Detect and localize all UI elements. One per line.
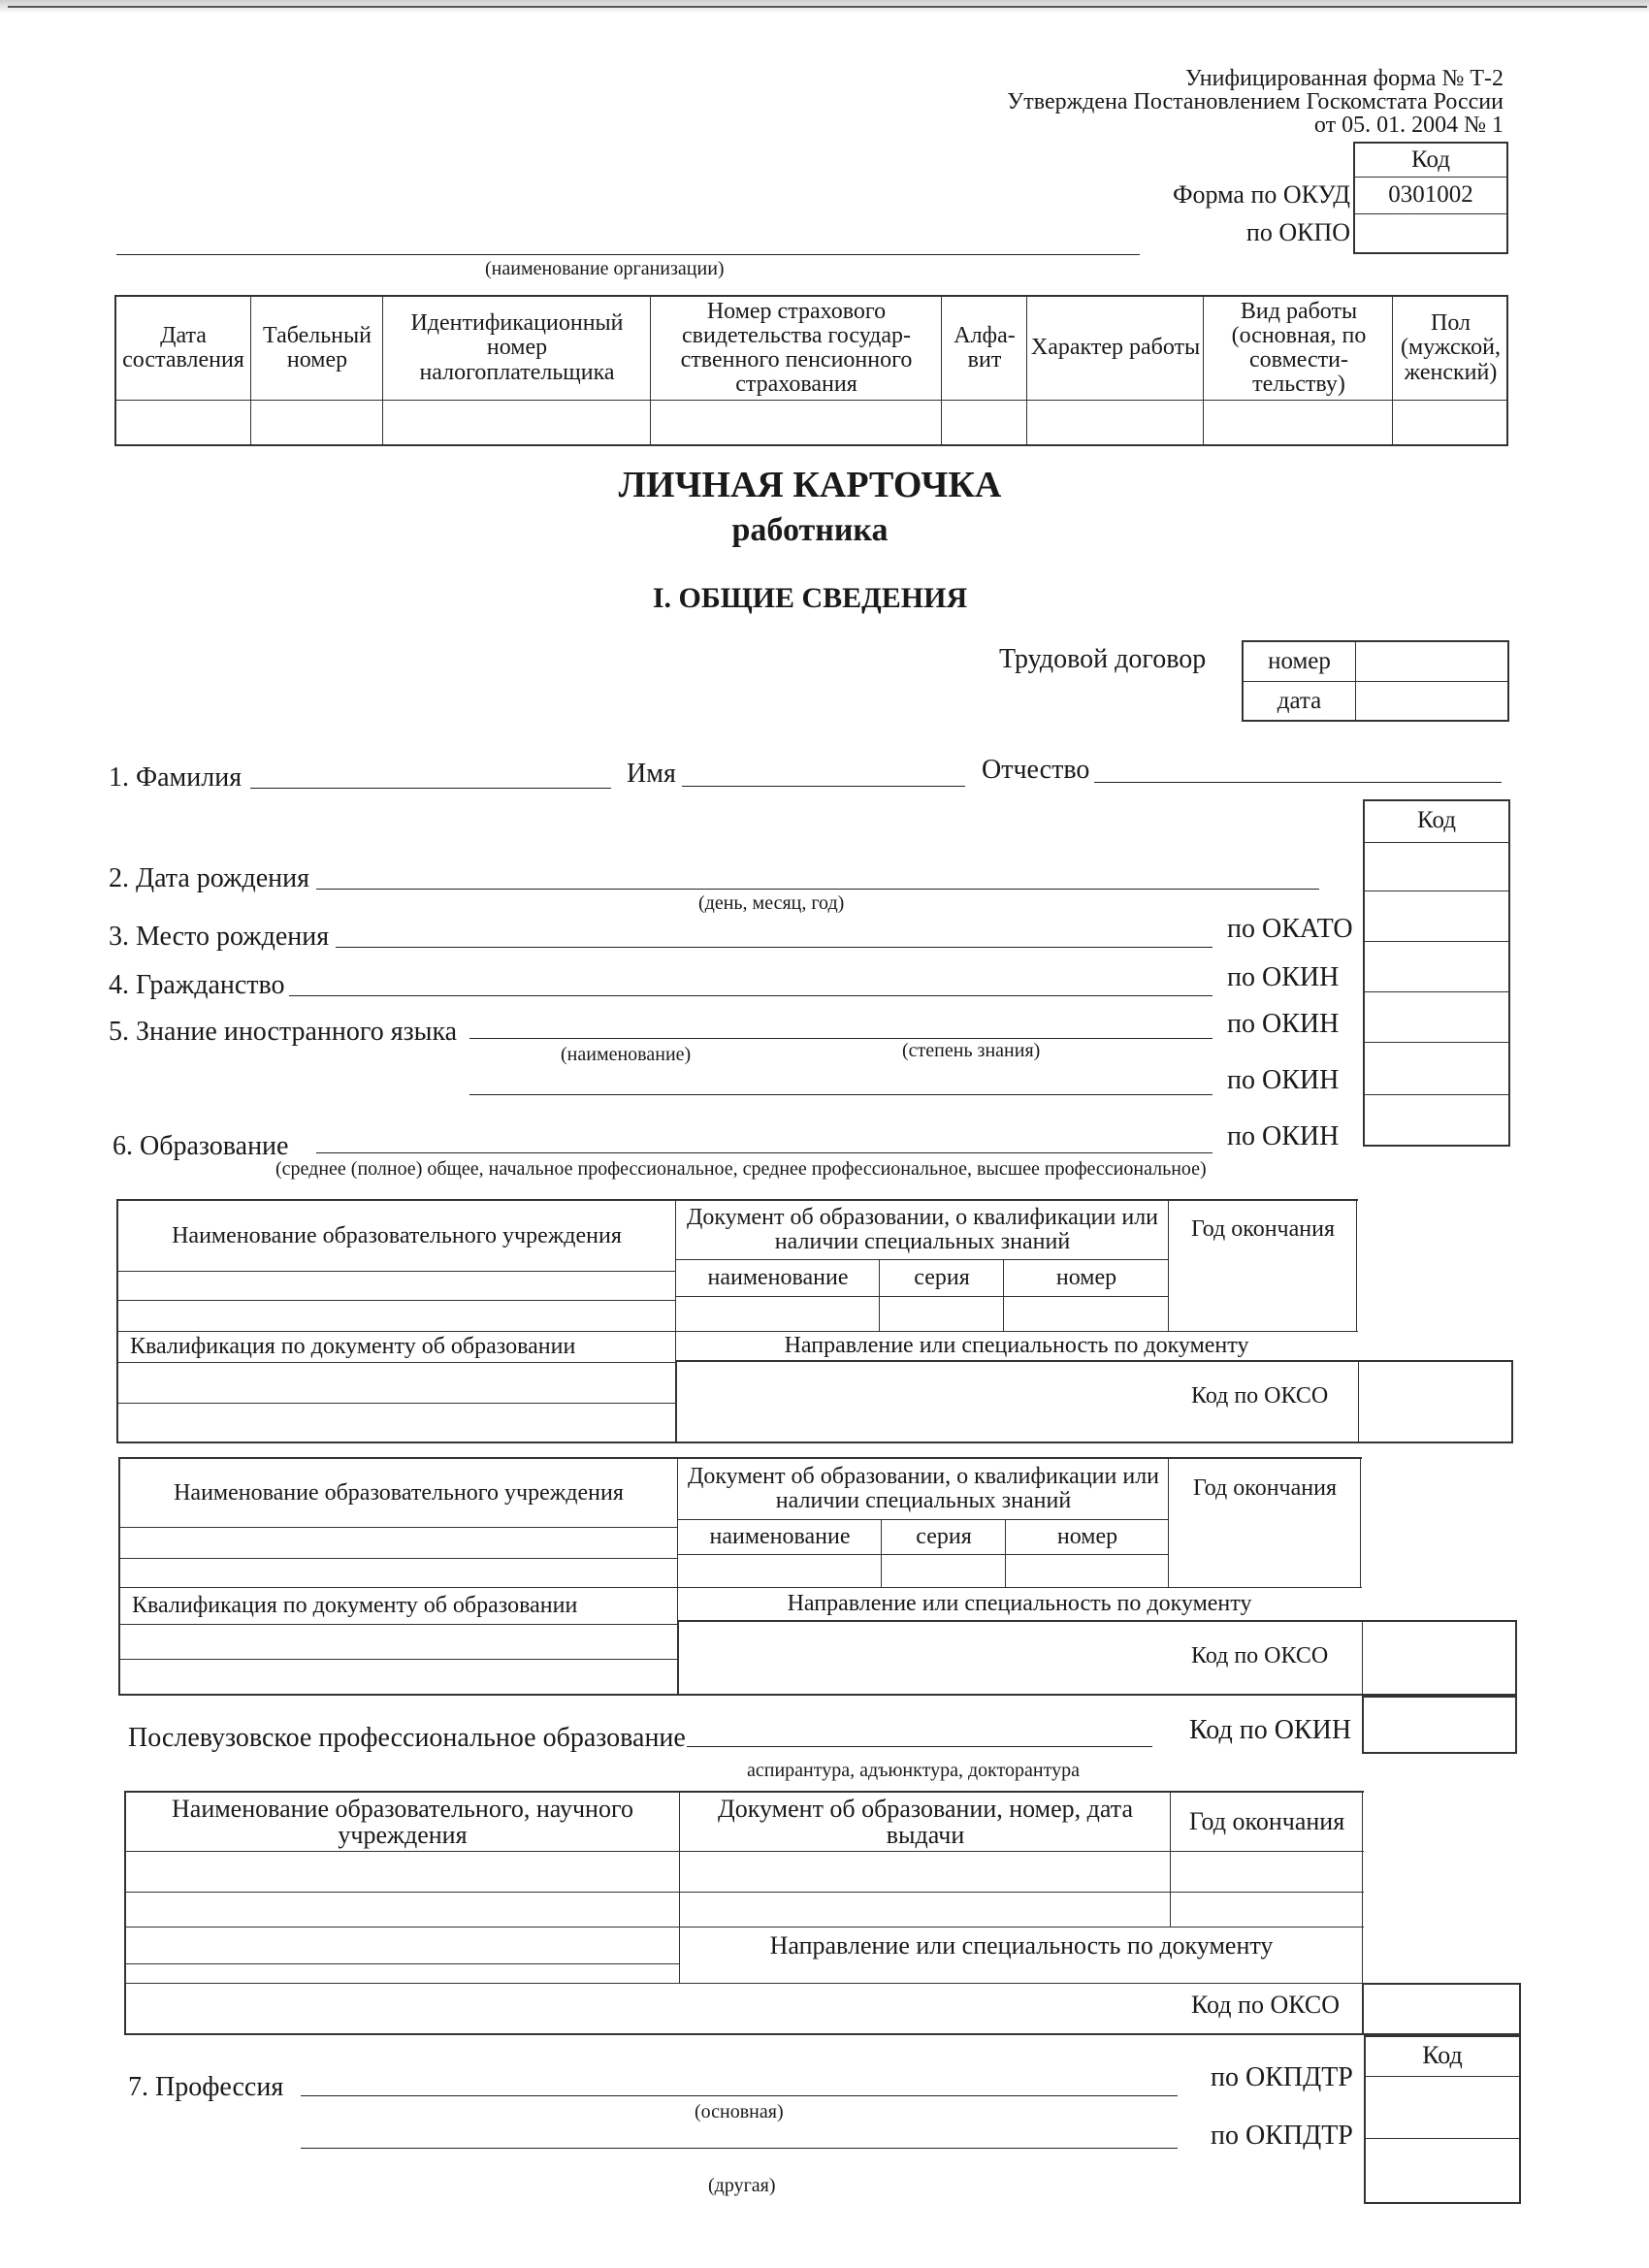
edu1-okso-input[interactable]: [1360, 1362, 1511, 1442]
patronymic-label: Отчество: [982, 755, 1090, 785]
th-date: Дата составления: [122, 322, 244, 373]
code-column-header: Код: [1417, 806, 1456, 833]
edu2-qualification-header: Квалификация по документу об образовании: [132, 1593, 578, 1619]
birth-date-label: 2. Дата рождения: [109, 863, 309, 893]
page-title: ЛИЧНАЯ КАРТОЧКА: [618, 465, 1002, 505]
top-table-row-divider: [114, 400, 1508, 401]
contract-col-divider: [1355, 640, 1356, 722]
postgrad-year-input[interactable]: [1172, 1853, 1362, 1927]
code-okato[interactable]: [1365, 892, 1508, 939]
edu2-institution-input-2[interactable]: [120, 1560, 677, 1587]
postgrad-institution-header: Наименование образовательного, научного учреждения: [172, 1794, 633, 1849]
edu1-okso-divider: [1358, 1360, 1359, 1443]
okpo-label: по ОКПО: [1245, 218, 1350, 246]
profession-other-input[interactable]: [301, 2148, 1178, 2149]
edu2-left-row-1: [118, 1527, 677, 1528]
postgrad-input[interactable]: [687, 1746, 1152, 1747]
edu2-doc-row: [677, 1554, 1168, 1555]
edu1-year-input[interactable]: [1170, 1261, 1356, 1331]
edu2-qualification-input[interactable]: [120, 1626, 677, 1659]
edu2-institution-header: Наименование образовательного учреждения: [174, 1480, 624, 1507]
code-div-5: [1363, 1042, 1510, 1043]
edu2-doc-subhead: [677, 1519, 1168, 1520]
postgrad-document-input[interactable]: [681, 1853, 1170, 1927]
edu1-qualification-header: Квалификация по документу об образовании: [130, 1334, 576, 1360]
okpdtr-main-label: по ОКПДТР: [1211, 2062, 1353, 2092]
profession-code-div-1: [1364, 2076, 1521, 2077]
th-work-nature: Характер работы: [1030, 335, 1201, 361]
edu1-doc-number-input[interactable]: [1005, 1298, 1168, 1331]
edu2-right-border-top: [1360, 1457, 1361, 1587]
edu1-institution-header: Наименование образовательного учреждения: [172, 1223, 622, 1249]
postgrad-label: Послевузовское профессиональное образование: [128, 1723, 686, 1753]
language-level-caption: (степень знания): [902, 1040, 1041, 1061]
postgrad-col-div-main: [679, 1791, 680, 1983]
edu1-qual-row-2: [116, 1403, 675, 1404]
code-div-1: [1363, 842, 1510, 843]
profession-other-caption: (другая): [708, 2175, 776, 2196]
postgrad-year-header: Год окончания: [1188, 1807, 1345, 1836]
edu1-doc-number-header: номер: [1055, 1265, 1117, 1291]
edu2-direction-input[interactable]: [679, 1622, 1360, 1694]
cell-work-nature[interactable]: [1028, 402, 1203, 444]
edu1-okso-label: Код по ОКСО: [1191, 1383, 1329, 1409]
code-div-6: [1363, 1094, 1510, 1095]
edu1-doc-div-1: [879, 1259, 880, 1331]
cell-tab-number[interactable]: [252, 402, 382, 444]
postgrad-okso-label: Код по ОКСО: [1191, 1991, 1341, 2019]
edu2-col-div-main: [677, 1457, 678, 1696]
postgrad-direction-header: Направление или специальность по документу: [769, 1931, 1274, 1960]
edu1-left-row-1: [116, 1271, 675, 1272]
top-col-div-1: [250, 295, 251, 446]
edu1-document-header: Документ об образовании, о квалификации или наличии специальных знаний: [686, 1204, 1159, 1254]
th-work-type: Вид работы (основная, по совмести-тельству): [1231, 298, 1367, 398]
contract-label: Трудовой договор: [999, 644, 1207, 674]
edu1-doc-div-2: [1003, 1259, 1004, 1331]
cell-date[interactable]: [116, 402, 250, 444]
postgrad-caption: аспирантура, адъюнктура, докторантура: [747, 1760, 1080, 1781]
edu1-doc-series-header: серия: [914, 1265, 970, 1291]
language-input[interactable]: [469, 1038, 1212, 1039]
okud-label: Форма по ОКУД: [1173, 180, 1350, 209]
edu1-col-div-year: [1168, 1199, 1169, 1331]
edu2-left-row-2: [118, 1558, 677, 1559]
edu2-institution-input-1[interactable]: [120, 1529, 677, 1558]
edu2-year-input[interactable]: [1170, 1521, 1360, 1587]
top-col-div-6: [1203, 295, 1204, 446]
okud-value[interactable]: 0301002: [1388, 181, 1473, 209]
birth-date-input[interactable]: [316, 889, 1319, 890]
edu2-year-header: Год окончания: [1192, 1475, 1338, 1502]
birth-date-caption: (день, месяц, год): [698, 892, 845, 914]
okin-education-label: по ОКИН: [1227, 1121, 1340, 1151]
top-col-div-2: [382, 295, 383, 446]
name-label: Имя: [627, 759, 676, 789]
edu2-qual-row-1: [118, 1624, 677, 1625]
contract-date-input[interactable]: [1357, 683, 1507, 720]
okpdtr-other-label: по ОКПДТР: [1211, 2121, 1353, 2151]
postgrad-row-5: [124, 1983, 1364, 1984]
edu1-right-border-top: [1356, 1199, 1357, 1331]
edu1-year-header: Год окончания: [1190, 1216, 1336, 1243]
edu1-institution-input-1[interactable]: [118, 1273, 675, 1300]
postgrad-col-div-year: [1170, 1791, 1171, 1927]
th-snils: Номер страхового свидетельства государ-ственного пенсионного страхования: [680, 298, 913, 398]
form-approved: Утверждена Постановлением Госкомстата России: [1007, 89, 1504, 114]
edu1-doc-subhead: [675, 1259, 1168, 1260]
th-tab-number: Табельный номер: [263, 322, 372, 373]
code-div-3: [1363, 941, 1510, 942]
education-input[interactable]: [316, 1152, 1212, 1153]
name-input[interactable]: [682, 786, 965, 787]
edu1-qualification-input[interactable]: [118, 1364, 675, 1403]
profession-code-header: Код: [1422, 2041, 1463, 2070]
edu1-direction-input[interactable]: [677, 1364, 1356, 1442]
edu2-doc-number-input[interactable]: [1007, 1556, 1168, 1587]
postgrad-okso-box[interactable]: [1362, 1983, 1521, 2035]
profession-code-div-2: [1364, 2138, 1521, 2139]
profession-main-input[interactable]: [301, 2095, 1178, 2096]
surname-input[interactable]: [250, 788, 611, 789]
birth-place-input[interactable]: [336, 947, 1212, 948]
edu1-doc-name-input[interactable]: [677, 1298, 879, 1331]
edu2-document-header: Документ об образовании, о квалификации или наличии специальных знаний: [687, 1463, 1160, 1513]
edu2-doc-name-input[interactable]: [679, 1556, 881, 1587]
okin-language-level-label: по ОКИН: [1227, 1065, 1340, 1095]
form-name: Унифицированная форма № Т-2: [1184, 66, 1504, 91]
postgrad-row-3: [124, 1927, 1364, 1928]
profession-label: 7. Профессия: [128, 2072, 284, 2102]
language-label: 5. Знание иностранного языка: [109, 1017, 458, 1047]
contract-number-input[interactable]: [1357, 642, 1507, 681]
code-birth-date[interactable]: [1365, 844, 1508, 889]
okud-code-header: Код: [1411, 146, 1450, 173]
citizenship-input[interactable]: [289, 995, 1212, 996]
code-div-4: [1363, 991, 1510, 992]
th-inn: Идентификационный номер налогоплательщика: [410, 310, 624, 385]
postgrad-institution-input-2[interactable]: [126, 1894, 679, 1927]
th-alphabet: Алфа-вит: [954, 322, 1016, 373]
page-subtitle: работника: [731, 512, 889, 548]
okpo-value[interactable]: [1356, 217, 1505, 252]
birth-place-label: 3. Место рождения: [109, 922, 330, 952]
cell-alphabet[interactable]: [943, 402, 1026, 444]
postgrad-direction-input[interactable]: [126, 1928, 679, 1981]
edu2-mid-row: [118, 1587, 1362, 1588]
cell-inn[interactable]: [384, 402, 650, 444]
code-okin-citizenship[interactable]: [1365, 943, 1508, 989]
edu2-okso-input[interactable]: [1364, 1622, 1515, 1694]
organization-caption: (наименование организации): [485, 258, 725, 279]
postgrad-document-header: Документ об образовании, номер, дата выдачи: [718, 1794, 1133, 1849]
postgrad-right-border: [1362, 1791, 1363, 1983]
edu1-direction-header: Направление или специальность по документу: [784, 1333, 1249, 1359]
language-level-input[interactable]: [469, 1094, 1212, 1095]
page-top-border: [8, 6, 1647, 8]
edu2-qual-row-2: [118, 1659, 677, 1660]
edu2-col-div-year: [1168, 1457, 1169, 1587]
cell-gender[interactable]: [1394, 402, 1507, 444]
education-label: 6. Образование: [113, 1131, 289, 1161]
edu2-doc-series-header: серия: [916, 1524, 972, 1550]
profession-okpdtr-other-input[interactable]: [1366, 2140, 1519, 2202]
top-col-div-4: [941, 295, 942, 446]
postgrad-institution-input-1[interactable]: [126, 1853, 679, 1892]
edu1-left-row-2: [116, 1300, 675, 1301]
postgrad-row-1: [124, 1851, 1364, 1852]
education-caption: (среднее (полное) общее, начальное профессиональное, среднее профессиональное, высшее профессиональное): [275, 1158, 1207, 1180]
edu2-okso-divider: [1362, 1620, 1363, 1696]
edu2-doc-div-2: [1005, 1519, 1006, 1587]
language-name-caption: (наименование): [561, 1044, 692, 1065]
profession-okpdtr-main-input[interactable]: [1366, 2078, 1519, 2138]
edu1-col-div-main: [675, 1199, 676, 1443]
contract-date-label: дата: [1277, 687, 1322, 714]
edu2-doc-series-input[interactable]: [883, 1556, 1005, 1587]
edu1-institution-input-2[interactable]: [118, 1302, 675, 1331]
edu1-doc-series-input[interactable]: [881, 1298, 1003, 1331]
edu1-qual-row-1: [116, 1362, 675, 1363]
section-title: I. ОБЩИЕ СВЕДЕНИЯ: [652, 582, 968, 614]
okud-divider-2: [1353, 213, 1508, 214]
cell-work-type[interactable]: [1205, 402, 1392, 444]
top-col-div-5: [1026, 295, 1027, 446]
top-col-div-3: [650, 295, 651, 446]
postgrad-okin-label: Код по ОКИН: [1189, 1715, 1352, 1745]
contract-number-label: номер: [1268, 647, 1331, 674]
okato-label: по ОКАТО: [1227, 914, 1353, 944]
edu2-direction-header: Направление или специальность по документу: [787, 1591, 1252, 1617]
top-col-div-7: [1392, 295, 1393, 446]
th-gender: Пол (мужской, женский): [1401, 310, 1501, 385]
edu1-doc-name-header: наименование: [707, 1265, 849, 1291]
edu2-doc-number-header: номер: [1056, 1524, 1118, 1550]
profession-main-caption: (основная): [695, 2101, 784, 2122]
patronymic-input[interactable]: [1094, 782, 1502, 783]
code-okin-education[interactable]: [1365, 1096, 1508, 1145]
okin-citizenship-label: по ОКИН: [1227, 962, 1340, 992]
edu1-doc-row: [675, 1296, 1168, 1297]
edu2-doc-name-header: наименование: [709, 1524, 851, 1550]
form-date: от 05. 01. 2004 № 1: [1313, 113, 1504, 138]
surname-label: 1. Фамилия: [109, 762, 242, 793]
citizenship-label: 4. Гражданство: [109, 970, 285, 1000]
edu2-okso-label: Код по ОКСО: [1191, 1643, 1329, 1669]
postgrad-okin-box[interactable]: [1362, 1696, 1517, 1754]
code-okin-language-level[interactable]: [1365, 1044, 1508, 1092]
code-okin-language[interactable]: [1365, 993, 1508, 1040]
organization-name-field[interactable]: [116, 254, 1140, 255]
okin-language-label: по ОКИН: [1227, 1009, 1340, 1039]
edu2-doc-div-1: [881, 1519, 882, 1587]
cell-snils[interactable]: [652, 402, 941, 444]
